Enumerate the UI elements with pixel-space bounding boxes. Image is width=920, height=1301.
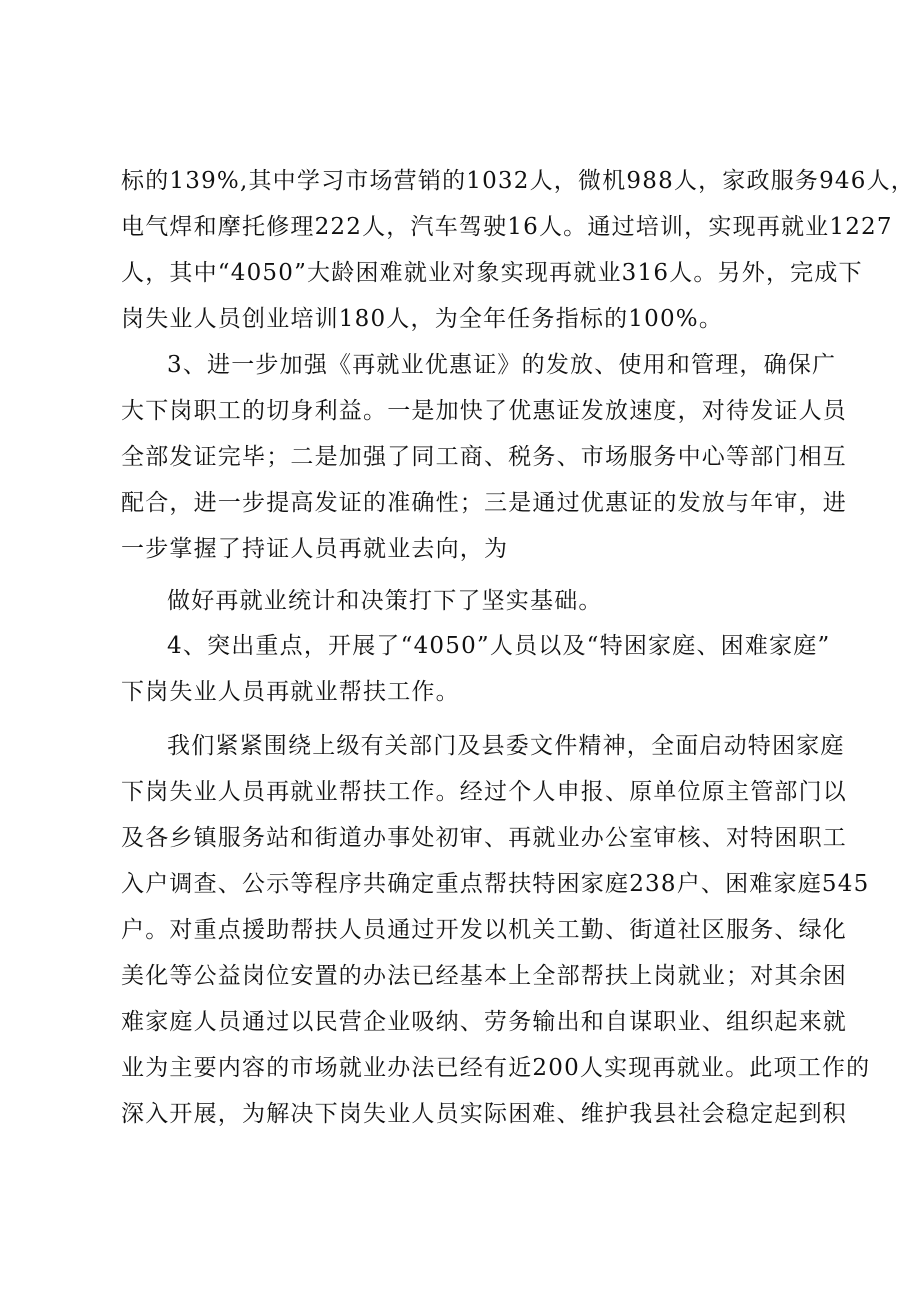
text-line: 做好再就业统计和决策打下了坚实基础。 — [167, 588, 603, 614]
text-line: 全部发证完毕；二是加强了同工商、税务、市场服务中心等部门相互 — [121, 444, 847, 470]
text-line: 户。对重点援助帮扶人员通过开发以机关工勤、街道社区服务、绿化 — [121, 917, 847, 943]
text-line: 3、进一步加强《再就业优惠证》的发放、使用和管理，确保广 — [167, 352, 837, 378]
text-line: 深入开展，为解决下岗失业人员实际困难、维护我县社会稳定起到积 — [121, 1101, 847, 1127]
text-line: 美化等公益岗位安置的办法已经基本上全部帮扶上岗就业；对其余困 — [121, 963, 847, 989]
text-line: 难家庭人员通过以民营企业吸纳、劳务输出和自谋职业、组织起来就 — [121, 1009, 847, 1035]
paragraph-statistics-foundation — [121, 578, 815, 624]
text-line: 下岗失业人员再就业帮扶工作。 — [121, 679, 460, 705]
text-line: 我们紧紧围绕上级有关部门及县委文件精神，全面启动特困家庭 — [167, 733, 845, 759]
text-line: 及各乡镇服务站和街道办事处初审、再就业办公室审核、对特困职工 — [121, 825, 847, 851]
paragraph-key-assistance — [121, 623, 831, 715]
text-line: 电气焊和摩托修理222人，汽车驾驶16人。通过培训，实现再就业1227 — [121, 214, 893, 240]
paragraph-reemployment-certificate — [121, 342, 847, 572]
text-line: 一步掌握了持证人员再就业去向，为 — [121, 536, 509, 562]
text-line: 入户调查、公示等程序共确定重点帮扶特困家庭238户、困难家庭545 — [121, 871, 870, 897]
text-line: 业为主要内容的市场就业办法已经有近200人实现再就业。此项工作的 — [121, 1055, 871, 1081]
text-line: 下岗失业人员再就业帮扶工作。经过个人申报、原单位原主管部门以 — [121, 779, 847, 805]
text-line: 岗失业人员创业培训180人，为全年任务指标的100%。 — [121, 306, 724, 332]
paragraph-assistance-work — [121, 723, 871, 1137]
text-line: 配合，进一步提高发证的准确性；三是通过优惠证的发放与年审，进 — [121, 490, 847, 516]
text-line: 4、突出重点，开展了“4050”人员以及“特困家庭、困难家庭” — [167, 633, 831, 659]
text-line: 大下岗职工的切身利益。一是加快了优惠证发放速度，对待发证人员 — [121, 398, 847, 424]
paragraph-training-results — [121, 158, 915, 342]
text-line: 标的139%,其中学习市场营销的1032人，微机988人，家政服务946人， — [121, 168, 915, 194]
text-line: 人，其中“4050”大龄困难就业对象实现再就业316人。另外，完成下 — [121, 260, 863, 286]
